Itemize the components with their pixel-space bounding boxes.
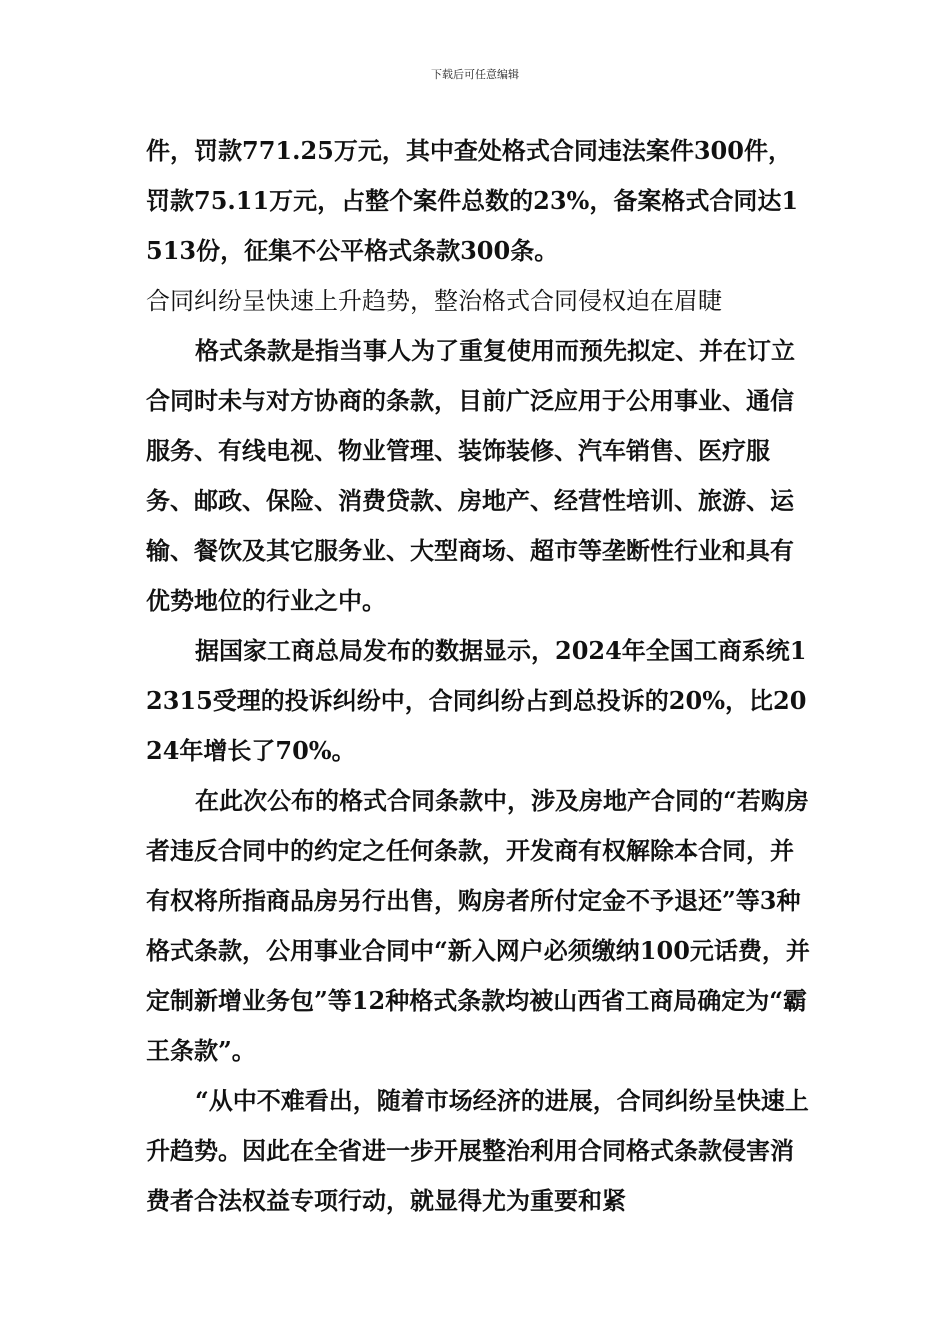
paragraph-definition: 格式条款是指当事人为了重复使用而预先拟定、并在订立合同时未与对方协商的条款，目前广泛应用于公用事业、通信服务、有线电视、物业管理、装饰装修、汽车销售、医疗服务、邮政、保险、消费贷款、房地产、经营性培训、旅游、运输、餐饮及其它服务业、大型商场、超市等垄断性行业和具有优势地位的行业之中。 xyxy=(146,336,795,615)
paragraph-statistics: 件，罚款771.25万元，其中查处格式合同违法案件300件，罚款75.11万元，占整个案件总数的23%，备案格式合同达1513份，征集不公平格式条款300条。 xyxy=(146,136,799,265)
section-heading: 合同纠纷呈快速上升趋势，整治格式合同侵权迫在眉睫 xyxy=(146,287,722,315)
document-body xyxy=(146,126,811,1226)
paragraph-quote: “从中不难看出，随着市场经济的进展，合同纠纷呈快速上升趋势。因此在全省进一步开展整治利用合同格式条款侵害消费者合法权益专项行动，就显得尤为重要和紧 xyxy=(146,1086,809,1215)
paragraph-unfair-terms: 在此次公布的格式合同条款中，涉及房地产合同的“若购房者违反合同中的约定之任何条款，开发商有权解除本合同，并有权将所指商品房另行出售，购房者所付定金不予退还”等3种格式条款，公用事业合同中“新入网户必须缴纳100元话费，并定制新增业务包”等12种格式条款均被山西省工商局确定为“霸王条款”。 xyxy=(146,786,810,1065)
page-header: 下载后可任意编辑 xyxy=(431,68,519,81)
paragraph-national-data: 据国家工商总局发布的数据显示，2024年全国工商系统12315受理的投诉纠纷中，合同纠纷占到总投诉的20%，比2024年增长了70%。 xyxy=(146,636,807,765)
